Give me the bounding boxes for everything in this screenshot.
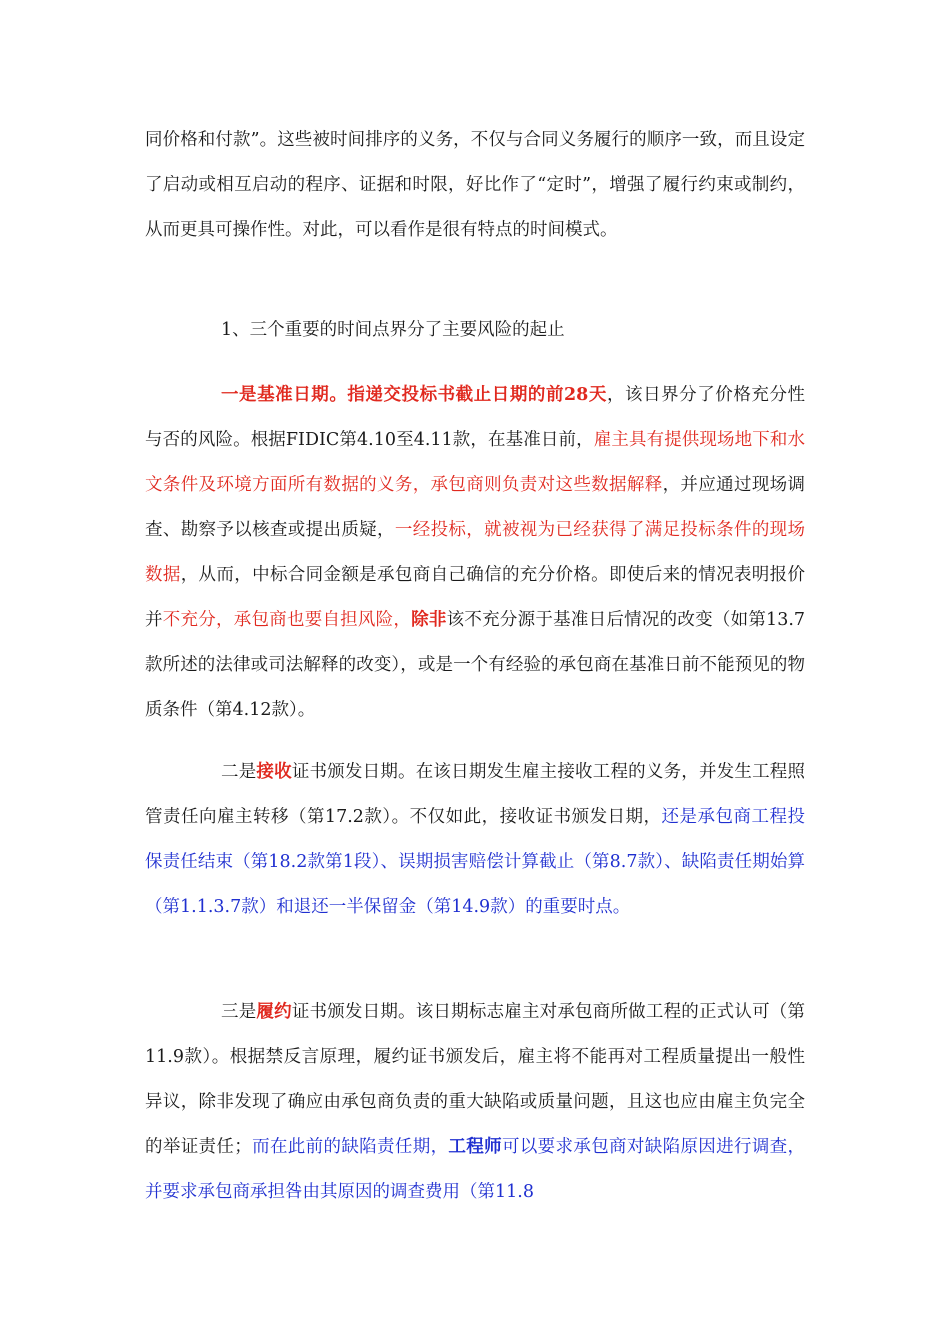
- paragraph-text: 同价格和付款”。这些被时间排序的义务，不仅与合同义务履行的顺序一致，而且设定了启动或相互启动的程序、证据和时限，好比作了“定时”，增强了履行约束或制约，从而更具可操作性。对此，可以看作是很有特点的时间模式。: [145, 130, 805, 240]
- paragraph-performance-certificate: [145, 990, 805, 1215]
- tender-deemed-highlight: 一经投标，就被视为已经获得了满足投标条件的现场数据: [145, 520, 806, 585]
- investigation-highlight: 可以要求承包商对缺陷原因进行调查，并要求承包商承担咎由其原因的调查费用（第11.8: [145, 1137, 806, 1202]
- paragraph-text: 证书颁发日期。在该日期发生雇主接收工程的义务，并发生工程照管责任向雇主转移（第17.2款）。不仅如此，接收证书颁发日期，: [145, 762, 805, 827]
- section-heading-three-time-points: [145, 308, 805, 353]
- performance-highlight: 履约: [256, 1002, 292, 1022]
- paragraph-text: 该不充分源于基准日后情况的改变（如第13.7款所述的法律或司法解释的改变），或是一个有经验的承包商在基准日前不能预见的物质条件（第4.12款）。: [145, 610, 806, 720]
- base-date-definition: 一是基准日期。指递交投标书截止日期的前28天: [221, 385, 607, 405]
- key-milestones-highlight: 还是承包商工程投保责任结束（第18.2款第1段）、误期损害赔偿计算截止（第8.7款）、缺陷责任期始算（第1.1.3.7款）和退还一半保留金（第14.9款）的重要时点。: [145, 807, 806, 917]
- paragraph-text: ，从而，中标合同金额是承包商自己确信的充分价格。即使后来的情况表明报价并: [145, 565, 806, 630]
- paragraph-taking-over-certificate: [145, 750, 805, 930]
- paragraph-text: ，该日界分了价格充分性与否的风险。根据FIDIC第4.10至4.11款，在基准日前，: [145, 385, 805, 450]
- contractor-risk-highlight: 不充分，承包商也要自担风险，: [162, 610, 412, 630]
- taking-over-highlight: 接收: [256, 762, 292, 782]
- defects-period-highlight: 而在此前的缺陷责任期，: [251, 1137, 449, 1157]
- unless-highlight: 除非: [411, 610, 447, 630]
- paragraph-text: ，并应通过现场调查、勘察予以核查或提出质疑，: [145, 475, 806, 540]
- paragraph-text: 三是: [221, 1002, 257, 1022]
- paragraph-base-date: [145, 373, 805, 733]
- employer-obligation-highlight: 雇主具有提供现场地下和水文条件及环境方面所有数据的义务，承包商则负责对这些数据解释: [145, 430, 805, 495]
- heading-text: 1、三个重要的时间点界分了主要风险的起止: [221, 320, 565, 340]
- paragraph-text: 二是: [221, 762, 257, 782]
- paragraph-time-mode: [145, 118, 805, 253]
- engineer-highlight: 工程师: [448, 1137, 502, 1157]
- paragraph-text: 证书颁发日期。该日期标志雇主对承包商所做工程的正式认可（第11.9款）。根据禁反言原理，履约证书颁发后，雇主将不能再对工程质量提出一般性异议，除非发现了确应由承包商负责的重大缺陷或质量问题，且这也应由雇主负完全的举证责任；: [145, 1002, 805, 1157]
